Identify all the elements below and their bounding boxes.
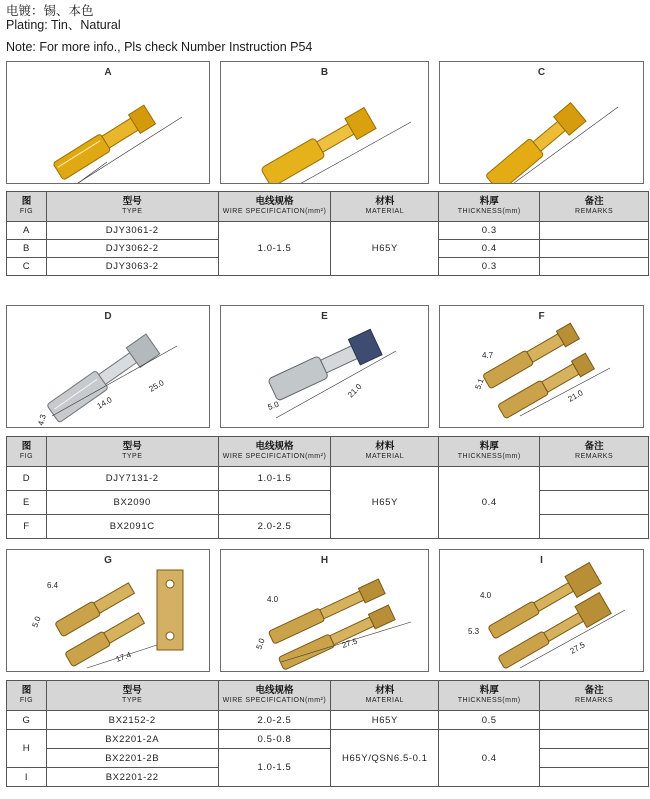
photo-a-label: A bbox=[104, 67, 112, 78]
fig-cell: E bbox=[7, 491, 47, 515]
wire-cell: 0.5-0.8 bbox=[218, 730, 331, 749]
type-cell: BX2152-2 bbox=[46, 711, 218, 730]
type-cell: DJY3063-2 bbox=[46, 258, 218, 276]
col-type-header: 型号 TYPE bbox=[46, 192, 218, 222]
col-wire-header: 电线规格 WIRE SPECIFICATION(mm²) bbox=[218, 681, 331, 711]
photo-g-label: G bbox=[104, 555, 112, 566]
col-material-header: 材料 MATERIAL bbox=[331, 681, 439, 711]
photo-c-label: C bbox=[537, 67, 546, 78]
thickness-cell: 0.5 bbox=[439, 711, 540, 730]
wire-cell bbox=[218, 491, 331, 515]
terminal-d-drawing bbox=[7, 306, 210, 428]
col-fig-header: 图 FIG bbox=[7, 437, 47, 467]
table-row bbox=[7, 491, 649, 515]
col-type-header: 型号 TYPE bbox=[46, 437, 218, 467]
table-header-row bbox=[7, 437, 649, 467]
col-type-header: 型号 TYPE bbox=[46, 681, 218, 711]
table-header-row bbox=[7, 192, 649, 222]
note-text: Note: For more info., Pls check Number Instruction P54 bbox=[6, 40, 313, 54]
photo-h-label: H bbox=[320, 555, 329, 566]
photo-d-label: D bbox=[104, 311, 112, 322]
photo-e bbox=[220, 305, 429, 428]
photo-g bbox=[6, 549, 210, 672]
col-thickness-header: 料厚 THICKNESS(mm) bbox=[439, 437, 540, 467]
fig-cell: A bbox=[7, 222, 47, 240]
fig-cell: H bbox=[7, 730, 47, 768]
photo-i bbox=[439, 549, 644, 672]
type-cell: DJY7131-2 bbox=[46, 467, 218, 491]
terminal-e-drawing bbox=[221, 306, 429, 428]
dim-i-1: 4.0 bbox=[480, 591, 492, 600]
spec-table-3 bbox=[6, 680, 649, 787]
dim-d-2: 14.0 bbox=[95, 395, 114, 411]
thickness-cell: 0.3 bbox=[439, 258, 540, 276]
thickness-cell: 0.3 bbox=[439, 222, 540, 240]
fig-cell: D bbox=[7, 467, 47, 491]
dim-h-1: 4.0 bbox=[267, 595, 279, 604]
terminal-b-drawing bbox=[221, 62, 429, 184]
dim-i-3: 27.5 bbox=[568, 640, 587, 656]
dim-e-1: 5.0 bbox=[266, 399, 281, 412]
spec-table-1 bbox=[6, 191, 649, 276]
dim-g-1: 6.4 bbox=[47, 581, 59, 590]
type-cell: BX2090 bbox=[46, 491, 218, 515]
photo-f-label: F bbox=[538, 311, 545, 322]
table-row bbox=[7, 730, 649, 749]
wire-cell: 1.0-1.5 bbox=[218, 222, 331, 276]
table-row bbox=[7, 515, 649, 539]
col-thickness-header: 料厚 THICKNESS(mm) bbox=[439, 681, 540, 711]
col-wire-header: 电线规格 WIRE SPECIFICATION(mm²) bbox=[218, 192, 331, 222]
material-cell: H65Y/QSN6.5-0.1 bbox=[331, 730, 439, 787]
remarks-cell bbox=[540, 258, 649, 276]
terminal-g-drawing bbox=[7, 550, 210, 672]
spec-table-2 bbox=[6, 436, 649, 539]
table-row bbox=[7, 749, 649, 768]
dim-d-3: 25.0 bbox=[147, 378, 166, 394]
remarks-cell bbox=[540, 711, 649, 730]
table-row bbox=[7, 467, 649, 491]
dim-f-3: 21.0 bbox=[566, 388, 585, 404]
material-cell: H65Y bbox=[331, 467, 439, 539]
col-thickness-header: 料厚 THICKNESS(mm) bbox=[439, 192, 540, 222]
photo-f bbox=[439, 305, 644, 428]
col-fig-header: 图 FIG bbox=[7, 681, 47, 711]
terminal-a-drawing bbox=[7, 62, 210, 184]
table-row bbox=[7, 711, 649, 730]
col-material-header: 材料 MATERIAL bbox=[331, 192, 439, 222]
photo-h bbox=[220, 549, 429, 672]
fig-cell: C bbox=[7, 258, 47, 276]
terminal-i-drawing bbox=[440, 550, 644, 672]
col-fig-header: 图 FIG bbox=[7, 192, 47, 222]
fig-cell: G bbox=[7, 711, 47, 730]
col-remarks-header: 备注 REMARKS bbox=[540, 437, 649, 467]
thickness-cell: 0.4 bbox=[439, 467, 540, 539]
type-cell: DJY3061-2 bbox=[46, 222, 218, 240]
photo-a bbox=[6, 61, 210, 184]
remarks-cell bbox=[540, 768, 649, 787]
plating-cn-heading: 电镀：锡、本色 bbox=[6, 4, 94, 18]
dim-h-2: 5.0 bbox=[254, 637, 267, 651]
dim-f-2: 5.1 bbox=[473, 377, 486, 391]
photo-d bbox=[6, 305, 210, 428]
photo-b-label: B bbox=[320, 67, 329, 78]
photo-i-label: I bbox=[540, 555, 543, 566]
remarks-cell bbox=[540, 222, 649, 240]
terminal-f-drawing bbox=[440, 306, 644, 428]
remarks-cell bbox=[540, 749, 649, 768]
remarks-cell bbox=[540, 515, 649, 539]
dim-i-2: 5.3 bbox=[468, 627, 480, 636]
wire-cell: 1.0-1.5 bbox=[218, 467, 331, 491]
thickness-cell: 0.4 bbox=[439, 730, 540, 787]
material-cell: H65Y bbox=[331, 711, 439, 730]
dim-g-2: 5.0 bbox=[30, 615, 43, 629]
remarks-cell bbox=[540, 730, 649, 749]
wire-cell: 2.0-2.5 bbox=[218, 515, 331, 539]
type-cell: DJY3062-2 bbox=[46, 240, 218, 258]
table-header-row bbox=[7, 681, 649, 711]
thickness-cell: 0.4 bbox=[439, 240, 540, 258]
photo-e-label: E bbox=[321, 311, 328, 322]
remarks-cell bbox=[540, 240, 649, 258]
dim-h-3: 27.5 bbox=[340, 636, 359, 650]
photo-c bbox=[439, 61, 644, 184]
wire-cell: 1.0-1.5 bbox=[218, 749, 331, 787]
remarks-cell bbox=[540, 467, 649, 491]
material-cell: H65Y bbox=[331, 222, 439, 276]
table-row bbox=[7, 222, 649, 240]
terminal-c-drawing bbox=[440, 62, 644, 184]
wire-cell: 2.0-2.5 bbox=[218, 711, 331, 730]
col-material-header: 材料 MATERIAL bbox=[331, 437, 439, 467]
terminal-h-drawing bbox=[221, 550, 429, 672]
type-cell: BX2201-2A bbox=[46, 730, 218, 749]
dim-e-2: 21.0 bbox=[346, 382, 364, 400]
type-cell: BX2201-2B bbox=[46, 749, 218, 768]
col-remarks-header: 备注 REMARKS bbox=[540, 681, 649, 711]
plating-en-heading: Plating: Tin、Natural bbox=[6, 18, 121, 32]
fig-cell: F bbox=[7, 515, 47, 539]
photo-b bbox=[220, 61, 429, 184]
remarks-cell bbox=[540, 491, 649, 515]
fig-cell: I bbox=[7, 768, 47, 787]
type-cell: BX2091C bbox=[46, 515, 218, 539]
col-wire-header: 电线规格 WIRE SPECIFICATION(mm²) bbox=[218, 437, 331, 467]
dim-f-1: 4.7 bbox=[482, 351, 494, 360]
fig-cell: B bbox=[7, 240, 47, 258]
col-remarks-header: 备注 REMARKS bbox=[540, 192, 649, 222]
dim-g-3: 17.4 bbox=[114, 650, 133, 664]
type-cell: BX2201-22 bbox=[46, 768, 218, 787]
dim-d-1: 4.3 bbox=[36, 413, 48, 427]
